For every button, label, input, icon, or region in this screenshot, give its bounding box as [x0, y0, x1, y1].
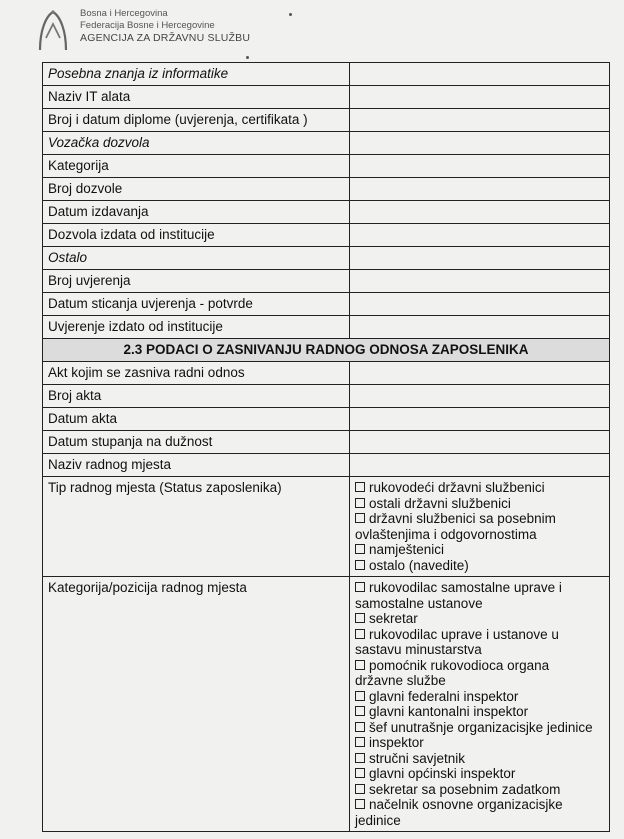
option-label: jedinice	[355, 812, 401, 828]
option-label: načelnik osnovne organizacisjke	[369, 797, 563, 812]
checkbox-icon[interactable]	[355, 660, 365, 670]
checkbox-icon[interactable]	[355, 768, 365, 778]
row-label: Ostalo	[43, 247, 350, 270]
row-label: Kategorija	[43, 155, 350, 178]
checkbox-option[interactable]	[355, 542, 604, 558]
checkbox-icon[interactable]	[355, 629, 365, 639]
checkbox-icon[interactable]	[355, 691, 365, 701]
table-row	[43, 224, 610, 247]
value-field[interactable]	[350, 86, 610, 109]
value-field[interactable]	[350, 316, 610, 339]
table-row	[43, 316, 610, 339]
scan-dot	[246, 56, 249, 59]
option-label: državni službenici sa posebnim	[369, 511, 556, 526]
row-label: Akt kojim se zasniva radni odnos	[43, 362, 350, 385]
value-field[interactable]	[350, 293, 610, 316]
checkbox-icon[interactable]	[355, 799, 365, 809]
table-row	[43, 86, 610, 109]
kategorija-options-cell	[350, 577, 610, 832]
checkbox-option[interactable]	[355, 611, 604, 627]
option-label: rukovodilac uprave i ustanove u	[369, 626, 559, 642]
checkbox-option[interactable]	[355, 511, 604, 527]
checkbox-option[interactable]	[355, 704, 604, 720]
value-field[interactable]	[350, 454, 610, 477]
row-label: Tip radnog mjesta (Status zaposlenika)	[43, 477, 350, 577]
table-row	[43, 362, 610, 385]
row-label: Vozačka dozvola	[43, 132, 350, 155]
option-label: glavni federalni inspektor	[369, 688, 519, 704]
row-label: Datum stupanja na dužnost	[43, 431, 350, 454]
checkbox-icon[interactable]	[355, 498, 365, 508]
value-field[interactable]	[350, 132, 610, 155]
option-label: rukovodeći državni službenici	[369, 480, 545, 495]
checkbox-icon[interactable]	[355, 737, 365, 747]
option-label: stručni savjetnik	[369, 750, 466, 766]
option-label: šef unutrašnje organizacisjke jedinice	[369, 719, 593, 735]
table-row	[43, 247, 610, 270]
table-row	[43, 454, 610, 477]
table-row	[43, 293, 610, 316]
table-row	[43, 408, 610, 431]
checkbox-option[interactable]	[355, 751, 604, 767]
row-label: Datum sticanja uvjerenja - potvrde	[43, 293, 350, 316]
agency-logo-icon	[34, 8, 72, 54]
option-label: glavni općinski inspektor	[369, 766, 516, 781]
checkbox-option[interactable]	[355, 558, 604, 574]
row-label: Naziv IT alata	[43, 86, 350, 109]
checkbox-icon[interactable]	[355, 482, 365, 492]
value-field[interactable]	[350, 201, 610, 224]
option-label: glavni kantonalni inspektor	[369, 704, 529, 719]
table-row	[43, 270, 610, 293]
section-title: 2.3 PODACI O ZASNIVANJU RADNOG ODNOSA ZAPOSLENIKA	[43, 339, 610, 362]
row-label: Naziv radnog mjesta	[43, 454, 350, 477]
checkbox-option-continued	[355, 642, 604, 658]
checkbox-icon[interactable]	[355, 706, 365, 716]
table-row	[43, 155, 610, 178]
table-row	[43, 201, 610, 224]
option-label: sekretar	[369, 611, 418, 626]
row-label: Broj akta	[43, 385, 350, 408]
table-row	[43, 431, 610, 454]
table-row	[43, 63, 610, 86]
table-row	[43, 178, 610, 201]
checkbox-icon[interactable]	[355, 753, 365, 763]
checkbox-option-continued	[355, 673, 604, 689]
value-field[interactable]	[350, 178, 610, 201]
value-field[interactable]	[350, 270, 610, 293]
checkbox-option[interactable]	[355, 766, 604, 782]
row-label: Uvjerenje izdato od institucije	[43, 316, 350, 339]
table-row	[43, 109, 610, 132]
checkbox-option[interactable]	[355, 782, 604, 798]
row-label: Datum izdavanja	[43, 201, 350, 224]
letterhead	[30, 4, 430, 56]
row-label: Broj uvjerenja	[43, 270, 350, 293]
option-label: namještenici	[369, 542, 445, 557]
option-label: ostalo (navedite)	[369, 557, 469, 573]
value-field[interactable]	[350, 224, 610, 247]
checkbox-icon[interactable]	[355, 722, 365, 732]
value-field[interactable]	[350, 155, 610, 178]
checkbox-option[interactable]	[355, 689, 604, 705]
option-label: ostali državni službenici	[369, 495, 511, 511]
checkbox-option[interactable]	[355, 627, 604, 643]
option-label: ovlaštenjima i odgovornostima	[355, 526, 537, 542]
scan-dot	[289, 13, 292, 16]
checkbox-option[interactable]	[355, 720, 604, 736]
option-label: samostalne ustanove	[355, 595, 483, 611]
value-field[interactable]	[350, 362, 610, 385]
row-label: Kategorija/pozicija radnog mjesta	[43, 577, 350, 832]
value-field[interactable]	[350, 431, 610, 454]
table-row-kategorija	[43, 577, 610, 832]
option-label: sastavu minustarstva	[355, 642, 482, 657]
country-name: Bosna i Hercegovina	[80, 8, 168, 19]
option-label: sekretar sa posebnim zadatkom	[369, 781, 561, 797]
option-label: državne službe	[355, 673, 446, 688]
value-field[interactable]	[350, 247, 610, 270]
value-field[interactable]	[350, 109, 610, 132]
section-header-row	[43, 339, 610, 362]
checkbox-icon[interactable]	[355, 560, 365, 570]
checkbox-option[interactable]	[355, 480, 604, 496]
value-field[interactable]	[350, 63, 610, 86]
row-label: Posebna znanja iz informatike	[43, 63, 350, 86]
value-field[interactable]	[350, 385, 610, 408]
checkbox-icon[interactable]	[355, 613, 365, 623]
checkbox-option-continued	[355, 527, 604, 543]
option-label: pomoćnik rukovodioca organa	[369, 657, 550, 673]
checkbox-option-continued	[355, 596, 604, 612]
checkbox-icon[interactable]	[355, 544, 365, 554]
tip-options-cell	[350, 477, 610, 577]
checkbox-option[interactable]	[355, 496, 604, 512]
row-label: Broj dozvole	[43, 178, 350, 201]
value-field[interactable]	[350, 408, 610, 431]
checkbox-option[interactable]	[355, 580, 604, 596]
row-label: Broj i datum diplome (uvjerenja, certifikata )	[43, 109, 350, 132]
checkbox-option[interactable]	[355, 797, 604, 813]
row-label: Dozvola izdata od institucije	[43, 224, 350, 247]
checkbox-option[interactable]	[355, 658, 604, 674]
checkbox-icon[interactable]	[355, 582, 365, 592]
option-label: inspektor	[369, 735, 424, 750]
table-row	[43, 132, 610, 155]
checkbox-option[interactable]	[355, 735, 604, 751]
checkbox-icon[interactable]	[355, 513, 365, 523]
option-label: rukovodilac samostalne uprave i	[369, 580, 562, 595]
employment-form-table	[42, 62, 610, 832]
agency-name: AGENCIJA ZA DRŽAVNU SLUŽBU	[80, 32, 251, 44]
row-label: Datum akta	[43, 408, 350, 431]
checkbox-icon[interactable]	[355, 784, 365, 794]
letterhead-text	[80, 8, 250, 44]
checkbox-option-continued	[355, 813, 604, 829]
federation-name: Federacija Bosne i Hercegovine	[80, 20, 215, 31]
table-row	[43, 385, 610, 408]
table-row-tip-radnog-mjesta	[43, 477, 610, 577]
